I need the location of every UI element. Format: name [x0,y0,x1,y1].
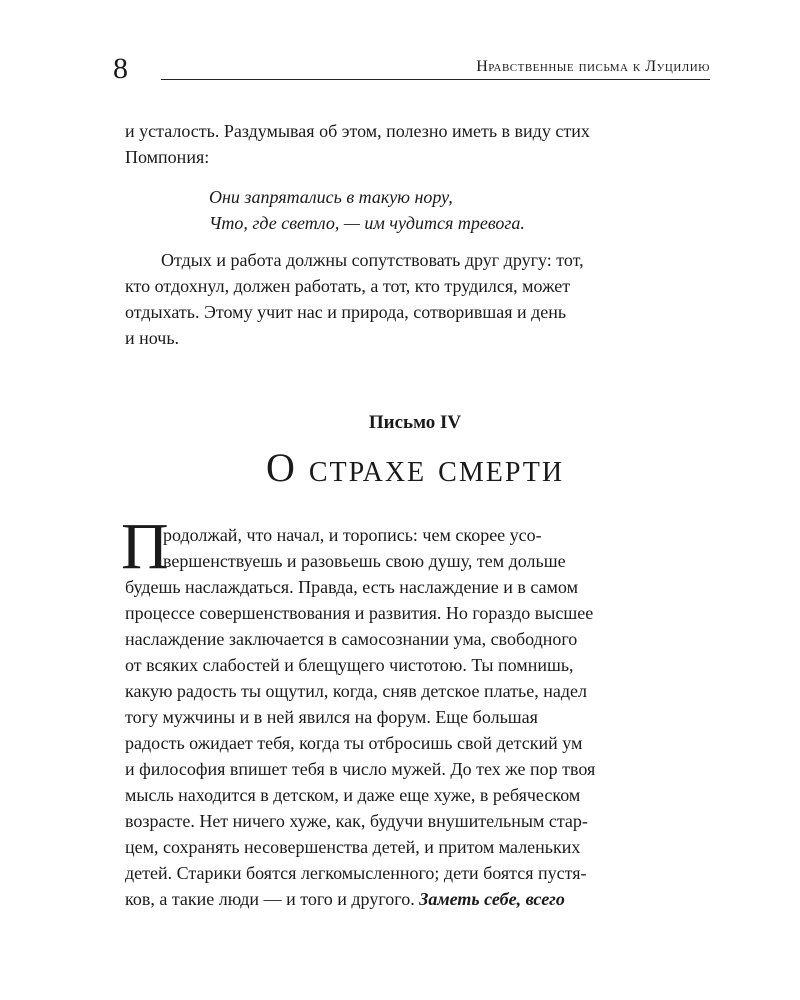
verse-line: Они запрятались в такую нору, [209,187,453,207]
text-line: и философия впишет тебя в число мужей. До тех же пор твоя [125,759,596,779]
text-line: будешь наслаждаться. Правда, есть наслаждение и в самом [125,577,578,597]
text-line: мысль находится в детском, и даже еще хуже, в ребяческом [125,785,581,805]
drop-cap: П [121,510,169,583]
text-line: отдыхать. Этому учит нас и природа, сотворившая и день [125,302,567,322]
letter-label: Письмо IV [368,412,462,433]
running-header [113,52,710,88]
text-line: и усталость. Раздумывая об этом, полезно иметь в виду стих [125,121,590,141]
page-number: 8 [113,52,128,85]
text-line: вершенствуешь и разовьешь свою душу, тем дольше [163,551,566,571]
text-line: и ночь. [125,328,180,348]
header-rule [161,79,710,80]
paragraph-rest-and-work [125,247,710,351]
text-line: цем, сохранять несовершенства детей, и притом маленьких [125,837,581,857]
text-line: наслаждение заключается в самосознании ума, свободного [125,629,578,649]
verse-line: Что, где светло, — им чудится тревога. [209,213,525,233]
text-line: от всяких слабостей и блещущего чистотою. Ты помнишь, [125,655,574,675]
text-line: Помпония: [125,147,210,167]
chapter-title: О страхе смерти [265,445,565,490]
text-line: кто отдохнул, должен работать, а тот, кто трудился, может [125,276,571,296]
text-line: какую радость ты ощутил, когда, сняв детское платье, надел [125,681,587,701]
emphasis-text: Заметь себе, всего [419,889,565,909]
text-line-last [125,886,710,912]
intro-paragraph [125,118,710,170]
text-line: родолжай, что начал, и торопись: чем скорее усо- [163,525,542,545]
text-line: детей. Старики боятся легкомысленного; дети боятся пустя- [125,863,587,883]
verse-quote [209,184,525,236]
text-line: тогу мужчины и в ней явился на форум. Еще большая [125,707,538,727]
text-line: радость ожидает тебя, когда ты отбросишь свой детский ум [125,733,583,753]
text-line: возрасте. Нет ничего хуже, как, будучи внушительным стар- [125,811,588,831]
text-line: процессе совершенствования и развития. Но гораздо высшее [125,603,594,623]
text-line: Отдых и работа должны сопутствовать друг другу: тот, [161,250,584,270]
letter-body [125,522,710,912]
running-title: Нравственные письма к Луцилию [476,58,710,75]
last-line-text: ков, а такие люди — и того и другого. [125,889,420,909]
